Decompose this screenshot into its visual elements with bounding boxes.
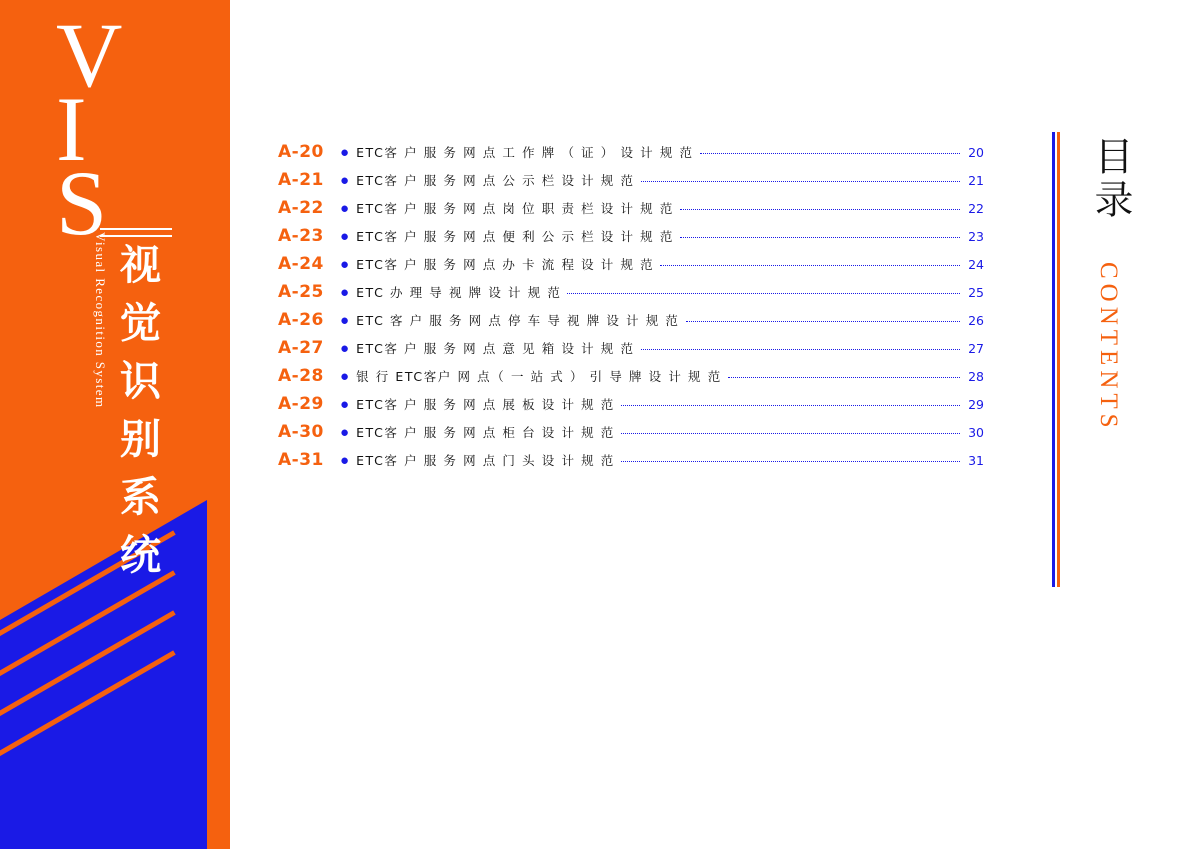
toc-code: A-22 [278,198,324,218]
toc-title: ETC客 户 服 务 网 点 岗 位 职 责 栏 设 计 规 范 [356,201,674,216]
toc-page-number: 26 [968,313,984,328]
toc-leader [641,181,960,182]
vis-logo-letter-s: S [56,152,108,254]
toc-leader [680,209,960,210]
toc-page-number: 29 [968,397,984,412]
toc-code: A-24 [278,254,324,274]
bullet-icon: ● [340,144,350,161]
toc-title: ETC 客 户 服 务 网 点 停 车 导 视 牌 设 计 规 范 [356,313,680,328]
toc-page-number: 31 [968,453,984,468]
toc-leader [700,153,960,154]
toc-row[interactable] [278,394,984,422]
toc-leader [567,293,960,294]
vis-logo [56,4,186,258]
toc-code: A-30 [278,422,324,442]
page-title-english: CONTENTS [1095,262,1122,433]
bullet-icon: ● [340,284,350,301]
toc-page-number: 20 [968,145,984,160]
bullet-icon: ● [340,368,350,385]
heading-rule-blue [1052,132,1055,587]
toc-row[interactable] [278,142,984,170]
toc-title: ETC客 户 服 务 网 点 柜 台 设 计 规 范 [356,425,615,440]
toc-title: ETC客 户 服 务 网 点 意 见 箱 设 计 规 范 [356,341,635,356]
bullet-icon: ● [340,256,350,273]
toc-row[interactable] [278,450,984,478]
toc-leader [680,237,960,238]
toc-code: A-25 [278,282,324,302]
toc-row[interactable] [278,282,984,310]
vis-logo-letter-i: I [56,78,87,180]
toc-row[interactable] [278,198,984,226]
toc-row[interactable] [278,338,984,366]
toc-code: A-29 [278,394,324,414]
heading-rule-orange [1057,132,1060,587]
cover-chinese-title: 视觉识别系统 [120,241,163,579]
toc-page-number: 22 [968,201,984,216]
toc-page-number: 24 [968,257,984,272]
bullet-icon: ● [340,396,350,413]
toc-leader [621,461,960,462]
toc-code: A-23 [278,226,324,246]
toc-row[interactable] [278,170,984,198]
toc-title: ETC 办 理 导 视 牌 设 计 规 范 [356,285,562,300]
bullet-icon: ● [340,452,350,469]
toc-page-number: 25 [968,285,984,300]
toc-code: A-21 [278,170,324,190]
bullet-icon: ● [340,228,350,245]
toc-title: ETC客 户 服 务 网 点 办 卡 流 程 设 计 规 范 [356,257,655,272]
cover-panel [0,0,230,849]
toc-page-number: 28 [968,369,984,384]
toc-code: A-31 [278,450,324,470]
toc-page-number: 21 [968,173,984,188]
toc-code: A-28 [278,366,324,386]
toc-leader [621,405,960,406]
toc-title: ETC客 户 服 务 网 点 公 示 栏 设 计 规 范 [356,173,635,188]
bullet-icon: ● [340,340,350,357]
bullet-icon: ● [340,200,350,217]
toc-code: A-20 [278,142,324,162]
toc-row[interactable] [278,254,984,282]
toc-code: A-26 [278,310,324,330]
toc-leader [641,349,960,350]
toc-row[interactable] [278,422,984,450]
toc-page-number: 30 [968,425,984,440]
toc-leader [728,377,960,378]
bullet-icon: ● [340,424,350,441]
toc-title: ETC客 户 服 务 网 点 展 板 设 计 规 范 [356,397,615,412]
cover-english-title: Visual Recognition System [93,232,108,409]
table-of-contents [278,142,984,478]
toc-title: ETC客 户 服 务 网 点 工 作 牌 （ 证 ） 设 计 规 范 [356,145,694,160]
bullet-icon: ● [340,172,350,189]
toc-leader [686,321,961,322]
toc-row[interactable] [278,310,984,338]
page-title: 目录 [1088,136,1133,222]
vis-logo-letter-v: V [56,4,123,106]
toc-row[interactable] [278,366,984,394]
toc-page-number: 23 [968,229,984,244]
toc-title: ETC客 户 服 务 网 点 门 头 设 计 规 范 [356,453,615,468]
toc-code: A-27 [278,338,324,358]
toc-row[interactable] [278,226,984,254]
toc-leader [660,265,960,266]
toc-leader [621,433,960,434]
toc-title: 银 行 ETC客户 网 点（ 一 站 式 ） 引 导 牌 设 计 规 范 [356,369,722,384]
bullet-icon: ● [340,312,350,329]
toc-page-number: 27 [968,341,984,356]
toc-title: ETC客 户 服 务 网 点 便 利 公 示 栏 设 计 规 范 [356,229,674,244]
